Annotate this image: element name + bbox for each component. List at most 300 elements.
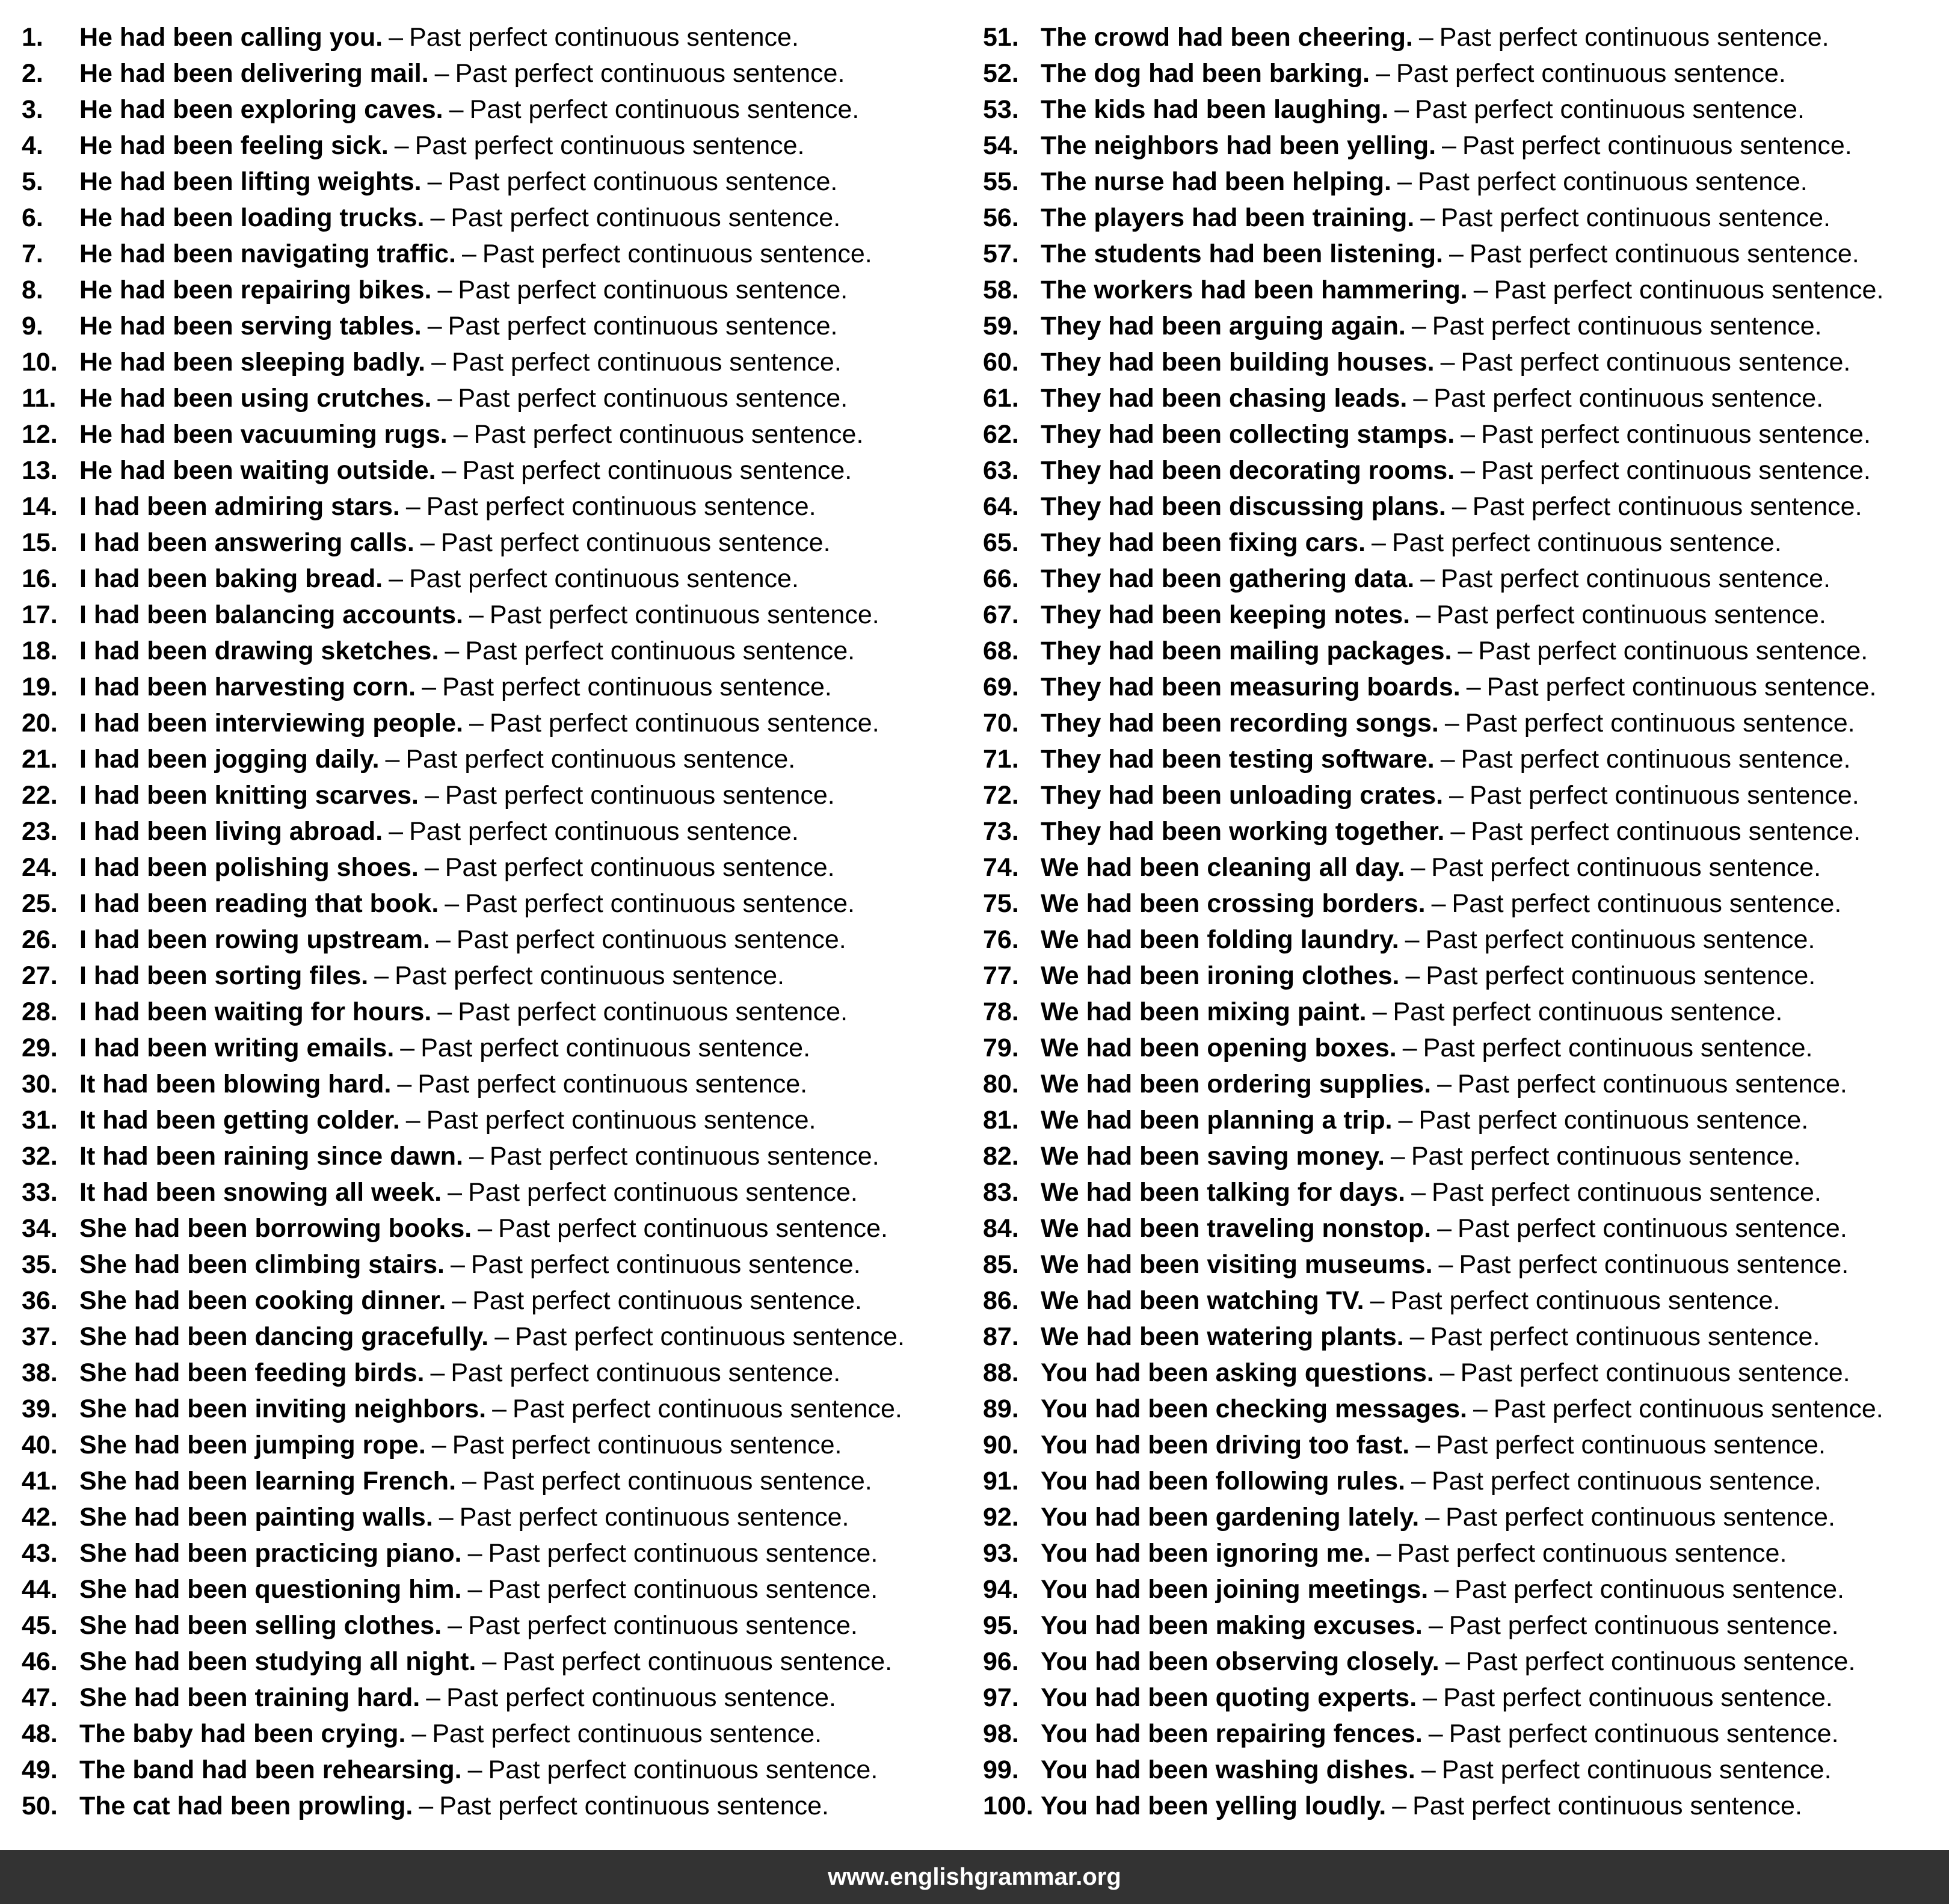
item-number: 9.: [22, 312, 43, 340]
item-number: 53.: [983, 95, 1019, 124]
item-number: 90.: [983, 1431, 1019, 1459]
example-sentence: I had been polishing shoes.: [79, 853, 419, 882]
list-item: [983, 1210, 1939, 1246]
example-sentence: He had been feeling sick.: [79, 131, 389, 160]
example-sentence: It had been snowing all week.: [79, 1178, 442, 1207]
item-number: 37.: [22, 1322, 58, 1351]
left-column: [22, 19, 960, 1824]
item-number: 28.: [22, 997, 58, 1026]
sentence-type-label: Past perfect continuous sentence.: [459, 1503, 849, 1532]
example-sentence: The nurse had been helping.: [1041, 167, 1391, 196]
example-sentence: The kids had been laughing.: [1041, 95, 1389, 124]
separator-dash: –: [1461, 420, 1476, 449]
item-number: 80.: [983, 1070, 1019, 1098]
separator-dash: –: [445, 889, 460, 918]
sentence-type-label: Past perfect continuous sentence.: [432, 1719, 822, 1748]
list-item: [22, 200, 960, 236]
example-sentence: We had been talking for days.: [1041, 1178, 1406, 1207]
example-sentence: The students had been listening.: [1041, 239, 1443, 268]
footer-url: www.englishgrammar.org: [828, 1864, 1121, 1890]
separator-dash: –: [453, 420, 468, 449]
item-number: 99.: [983, 1755, 1019, 1784]
right-column: [983, 19, 1939, 1824]
example-sentence: They had been mailing packages.: [1041, 636, 1452, 665]
example-sentence: You had been ignoring me.: [1041, 1539, 1371, 1568]
item-number: 13.: [22, 456, 58, 485]
sentence-type-label: Past perfect continuous sentence.: [426, 492, 816, 521]
example-sentence: You had been gardening lately.: [1041, 1503, 1420, 1532]
item-number: 68.: [983, 636, 1019, 665]
list-item: [983, 1066, 1939, 1102]
list-item: [22, 777, 960, 813]
sentence-type-label: Past perfect continuous sentence.: [489, 1142, 879, 1171]
separator-dash: –: [431, 348, 446, 377]
example-sentence: We had been saving money.: [1041, 1142, 1385, 1171]
example-sentence: We had been ironing clothes.: [1041, 961, 1400, 990]
list-item: [22, 1788, 960, 1824]
separator-dash: –: [424, 853, 439, 882]
list-item: [22, 1102, 960, 1138]
item-number: 16.: [22, 564, 58, 593]
sentence-type-label: Past perfect continuous sentence.: [451, 203, 841, 232]
list-item: [983, 813, 1939, 849]
separator-dash: –: [1452, 492, 1467, 521]
separator-dash: –: [1402, 1034, 1417, 1062]
item-number: 95.: [983, 1611, 1019, 1640]
example-sentence: He had been delivering mail.: [79, 59, 429, 88]
item-number: 71.: [983, 745, 1019, 774]
separator-dash: –: [1444, 709, 1459, 738]
list-item: [22, 1427, 960, 1463]
list-item: [983, 561, 1939, 597]
item-number: 88.: [983, 1358, 1019, 1387]
example-sentence: He had been navigating traffic.: [79, 239, 456, 268]
list-item: [22, 849, 960, 886]
separator-dash: –: [1431, 889, 1446, 918]
example-sentence: You had been making excuses.: [1041, 1611, 1423, 1640]
list-item: [983, 633, 1939, 669]
separator-dash: –: [1418, 23, 1433, 52]
example-sentence: You had been washing dishes.: [1041, 1755, 1415, 1784]
list-item: [22, 705, 960, 741]
item-number: 32.: [22, 1142, 58, 1171]
list-item: [983, 1174, 1939, 1210]
sentence-type-label: Past perfect continuous sentence.: [426, 1106, 816, 1135]
separator-dash: –: [389, 817, 404, 846]
separator-dash: –: [1415, 1431, 1430, 1459]
example-sentence: You had been repairing fences.: [1041, 1719, 1423, 1748]
list-item: [983, 1535, 1939, 1571]
item-number: 86.: [983, 1286, 1019, 1315]
item-number: 74.: [983, 853, 1019, 882]
example-sentence: I had been sorting files.: [79, 961, 369, 990]
sentence-type-label: Past perfect continuous sentence.: [452, 1431, 842, 1459]
sentence-type-label: Past perfect continuous sentence.: [448, 312, 838, 340]
sentence-type-label: Past perfect continuous sentence.: [1391, 528, 1782, 557]
sentence-type-label: Past perfect continuous sentence.: [468, 1611, 858, 1640]
sentence-type-label: Past perfect continuous sentence.: [451, 1358, 841, 1387]
sentence-type-label: Past perfect continuous sentence.: [1493, 1394, 1883, 1423]
separator-dash: –: [445, 636, 460, 665]
sentence-type-label: Past perfect continuous sentence.: [409, 817, 799, 846]
item-number: 30.: [22, 1070, 58, 1098]
separator-dash: –: [1461, 456, 1476, 485]
separator-dash: –: [434, 59, 449, 88]
example-sentence: They had been fixing cars.: [1041, 528, 1366, 557]
list-item: [22, 597, 960, 633]
item-number: 59.: [983, 312, 1019, 340]
sentence-type-label: Past perfect continuous sentence.: [409, 564, 799, 593]
sentence-type-label: Past perfect continuous sentence.: [458, 384, 848, 413]
item-number: 47.: [22, 1683, 58, 1712]
list-item: [22, 128, 960, 164]
example-sentence: I had been waiting for hours.: [79, 997, 432, 1026]
separator-dash: –: [442, 456, 457, 485]
sentence-type-label: Past perfect continuous sentence.: [1461, 745, 1851, 774]
sentence-type-label: Past perfect continuous sentence.: [1441, 1755, 1832, 1784]
separator-dash: –: [430, 203, 445, 232]
sentence-type-label: Past perfect continuous sentence.: [488, 1575, 878, 1604]
example-sentence: You had been yelling loudly.: [1041, 1792, 1387, 1820]
sentence-type-label: Past perfect continuous sentence.: [1465, 709, 1855, 738]
list-item: [22, 380, 960, 416]
list-item: [22, 1716, 960, 1752]
item-number: 35.: [22, 1250, 58, 1279]
separator-dash: –: [1466, 673, 1481, 701]
separator-dash: –: [462, 1467, 476, 1496]
example-sentence: I had been answering calls.: [79, 528, 414, 557]
separator-dash: –: [1405, 961, 1420, 990]
separator-dash: –: [1473, 276, 1488, 304]
separator-dash: –: [494, 1322, 510, 1351]
example-sentence: They had been testing software.: [1041, 745, 1435, 774]
example-sentence: We had been traveling nonstop.: [1041, 1214, 1432, 1243]
separator-dash: –: [426, 1683, 441, 1712]
sentence-type-label: Past perfect continuous sentence.: [1425, 925, 1815, 954]
list-item: [22, 1680, 960, 1716]
sentence-type-label: Past perfect continuous sentence.: [1397, 1539, 1787, 1568]
example-sentence: He had been using crutches.: [79, 384, 432, 413]
separator-dash: –: [1425, 1503, 1440, 1532]
item-number: 96.: [983, 1647, 1019, 1676]
separator-dash: –: [1398, 1106, 1413, 1135]
example-sentence: She had been jumping rope.: [79, 1431, 426, 1459]
sentence-type-label: Past perfect continuous sentence.: [1455, 1575, 1844, 1604]
item-number: 25.: [22, 889, 58, 918]
separator-dash: –: [1450, 817, 1465, 846]
list-item: [983, 91, 1939, 128]
separator-dash: –: [431, 1431, 446, 1459]
item-number: 12.: [22, 420, 58, 449]
item-number: 46.: [22, 1647, 58, 1676]
item-number: 24.: [22, 853, 58, 882]
list-item: [22, 91, 960, 128]
sentence-type-label: Past perfect continuous sentence.: [442, 673, 832, 701]
list-item: [983, 1030, 1939, 1066]
sentence-type-label: Past perfect continuous sentence.: [1458, 1070, 1847, 1098]
list-item: [22, 452, 960, 488]
separator-dash: –: [1438, 1250, 1453, 1279]
list-item: [983, 308, 1939, 344]
separator-dash: –: [400, 1034, 415, 1062]
example-sentence: He had been repairing bikes.: [79, 276, 432, 304]
sentence-type-label: Past perfect continuous sentence.: [465, 636, 855, 665]
item-number: 4.: [22, 131, 43, 160]
item-number: 20.: [22, 709, 58, 738]
list-item: [983, 1499, 1939, 1535]
separator-dash: –: [1439, 1358, 1455, 1387]
sentence-type-label: Past perfect continuous sentence.: [1439, 23, 1829, 52]
example-sentence: We had been mixing paint.: [1041, 997, 1367, 1026]
sentence-type-label: Past perfect continuous sentence.: [420, 1034, 811, 1062]
list-item: [22, 1535, 960, 1571]
list-item: [22, 1355, 960, 1391]
separator-dash: –: [1392, 1792, 1407, 1820]
separator-dash: –: [374, 961, 389, 990]
item-number: 83.: [983, 1178, 1019, 1207]
example-sentence: The baby had been crying.: [79, 1719, 406, 1748]
list-item: [983, 741, 1939, 777]
list-item: [983, 1138, 1939, 1174]
sentence-type-label: Past perfect continuous sentence.: [1396, 59, 1786, 88]
sentence-type-label: Past perfect continuous sentence.: [1461, 348, 1851, 377]
separator-dash: –: [411, 1719, 426, 1748]
separator-dash: –: [449, 95, 464, 124]
list-item: [22, 1030, 960, 1066]
separator-dash: –: [397, 1070, 412, 1098]
list-item: [22, 1066, 960, 1102]
item-number: 51.: [983, 23, 1019, 52]
example-sentence: They had been working together.: [1041, 817, 1445, 846]
separator-dash: –: [1405, 925, 1420, 954]
item-number: 63.: [983, 456, 1019, 485]
separator-dash: –: [1372, 528, 1386, 557]
sentence-type-label: Past perfect continuous sentence.: [1449, 1719, 1839, 1748]
separator-dash: –: [1411, 853, 1426, 882]
item-number: 92.: [983, 1503, 1019, 1532]
separator-dash: –: [1376, 1539, 1391, 1568]
item-number: 39.: [22, 1394, 58, 1423]
list-item: [983, 128, 1939, 164]
separator-dash: –: [427, 312, 442, 340]
example-sentence: He had been loading trucks.: [79, 203, 425, 232]
example-sentence: You had been quoting experts.: [1041, 1683, 1417, 1712]
sentence-type-label: Past perfect continuous sentence.: [1436, 1431, 1826, 1459]
item-number: 2.: [22, 59, 43, 88]
separator-dash: –: [462, 239, 476, 268]
separator-dash: –: [389, 23, 404, 52]
item-number: 49.: [22, 1755, 58, 1784]
item-number: 26.: [22, 925, 58, 954]
list-item: [22, 561, 960, 597]
list-item: [983, 452, 1939, 488]
sentence-type-label: Past perfect continuous sentence.: [1449, 1611, 1839, 1640]
example-sentence: We had been folding laundry.: [1041, 925, 1399, 954]
sentence-type-label: Past perfect continuous sentence.: [1460, 1358, 1850, 1387]
item-number: 5.: [22, 167, 43, 196]
list-item: [22, 344, 960, 380]
example-sentence: The crowd had been cheering.: [1041, 23, 1413, 52]
separator-dash: –: [424, 781, 439, 810]
list-item: [22, 633, 960, 669]
sentence-type-label: Past perfect continuous sentence.: [1411, 1142, 1801, 1171]
separator-dash: –: [1449, 239, 1464, 268]
example-sentence: She had been practicing piano.: [79, 1539, 462, 1568]
item-number: 6.: [22, 203, 43, 232]
list-item: [22, 1246, 960, 1283]
separator-dash: –: [467, 1575, 482, 1604]
separator-dash: –: [469, 1142, 484, 1171]
sentence-type-label: Past perfect continuous sentence.: [1432, 1178, 1821, 1207]
separator-dash: –: [1473, 1394, 1488, 1423]
item-number: 75.: [983, 889, 1019, 918]
list-item: [22, 1607, 960, 1644]
item-number: 73.: [983, 817, 1019, 846]
sentence-type-label: Past perfect continuous sentence.: [502, 1647, 893, 1676]
item-number: 17.: [22, 600, 58, 629]
item-number: 40.: [22, 1431, 58, 1459]
sentence-type-label: Past perfect continuous sentence.: [482, 1467, 872, 1496]
separator-dash: –: [482, 1647, 497, 1676]
sentence-type-label: Past perfect continuous sentence.: [1431, 853, 1821, 882]
list-item: [983, 1246, 1939, 1283]
example-sentence: I had been writing emails.: [79, 1034, 395, 1062]
list-item: [983, 886, 1939, 922]
sentence-type-label: Past perfect continuous sentence.: [488, 1755, 878, 1784]
sentence-type-label: Past perfect continuous sentence.: [1452, 889, 1842, 918]
sentence-type-label: Past perfect continuous sentence.: [1431, 1467, 1821, 1496]
sentence-type-label: Past perfect continuous sentence.: [456, 925, 846, 954]
list-item: [983, 1355, 1939, 1391]
list-item: [983, 1571, 1939, 1607]
separator-dash: –: [1411, 1467, 1426, 1496]
item-number: 82.: [983, 1142, 1019, 1171]
item-number: 55.: [983, 167, 1019, 196]
item-number: 43.: [22, 1539, 58, 1568]
item-number: 10.: [22, 348, 58, 377]
list-item: [22, 886, 960, 922]
list-item: [983, 380, 1939, 416]
list-item: [22, 1283, 960, 1319]
example-sentence: It had been getting colder.: [79, 1106, 400, 1135]
sentence-type-label: Past perfect continuous sentence.: [458, 997, 848, 1026]
separator-dash: –: [1428, 1611, 1443, 1640]
item-number: 97.: [983, 1683, 1019, 1712]
separator-dash: –: [467, 1755, 482, 1784]
item-number: 29.: [22, 1034, 58, 1062]
separator-dash: –: [1394, 95, 1409, 124]
sentence-type-label: Past perfect continuous sentence.: [414, 131, 805, 160]
item-number: 50.: [22, 1792, 58, 1820]
list-item: [22, 164, 960, 200]
sentence-type-label: Past perfect continuous sentence.: [455, 59, 845, 88]
separator-dash: –: [478, 1214, 493, 1243]
separator-dash: –: [385, 745, 400, 774]
separator-dash: –: [1458, 636, 1473, 665]
list-item: [22, 416, 960, 452]
list-item: [22, 1571, 960, 1607]
list-item: [22, 55, 960, 91]
item-number: 61.: [983, 384, 1019, 413]
example-sentence: They had been recording songs.: [1041, 709, 1439, 738]
sentence-type-label: Past perfect continuous sentence.: [489, 709, 879, 738]
example-sentence: We had been crossing borders.: [1041, 889, 1426, 918]
item-number: 98.: [983, 1719, 1019, 1748]
separator-dash: –: [1442, 131, 1456, 160]
item-number: 33.: [22, 1178, 58, 1207]
list-item: [983, 55, 1939, 91]
example-sentence: We had been watching TV.: [1041, 1286, 1364, 1315]
item-number: 78.: [983, 997, 1019, 1026]
example-sentence: I had been harvesting corn.: [79, 673, 416, 701]
sentence-type-label: Past perfect continuous sentence.: [473, 420, 864, 449]
separator-dash: –: [1420, 564, 1435, 593]
example-sentence: We had been ordering supplies.: [1041, 1070, 1432, 1098]
sentence-type-label: Past perfect continuous sentence.: [1433, 384, 1824, 413]
separator-dash: –: [467, 1539, 482, 1568]
example-sentence: We had been planning a trip.: [1041, 1106, 1393, 1135]
item-number: 44.: [22, 1575, 58, 1604]
list-item: [983, 236, 1939, 272]
sentence-type-label: Past perfect continuous sentence.: [395, 961, 784, 990]
item-number: 21.: [22, 745, 58, 774]
separator-dash: –: [1445, 1647, 1460, 1676]
list-item: [22, 1210, 960, 1246]
item-number: 8.: [22, 276, 43, 304]
sentence-type-label: Past perfect continuous sentence.: [472, 1286, 862, 1315]
item-number: 81.: [983, 1106, 1019, 1135]
list-item: [983, 1102, 1939, 1138]
example-sentence: The band had been rehearsing.: [79, 1755, 462, 1784]
sentence-type-label: Past perfect continuous sentence.: [1486, 673, 1877, 701]
separator-dash: –: [427, 167, 442, 196]
separator-dash: –: [1449, 781, 1464, 810]
list-item: [22, 1463, 960, 1499]
sentence-type-label: Past perfect continuous sentence.: [1417, 167, 1808, 196]
sentence-type-label: Past perfect continuous sentence.: [1393, 997, 1783, 1026]
list-item: [983, 705, 1939, 741]
separator-dash: –: [436, 925, 451, 954]
item-number: 93.: [983, 1539, 1019, 1568]
separator-dash: –: [1434, 1575, 1449, 1604]
item-number: 11.: [22, 384, 57, 413]
example-sentence: We had been opening boxes.: [1041, 1034, 1397, 1062]
item-number: 34.: [22, 1214, 58, 1243]
list-item: [22, 958, 960, 994]
item-number: 54.: [983, 131, 1019, 160]
example-sentence: She had been dancing gracefully.: [79, 1322, 489, 1351]
list-item: [983, 1391, 1939, 1427]
example-sentence: It had been blowing hard.: [79, 1070, 392, 1098]
example-sentence: I had been knitting scarves.: [79, 781, 419, 810]
item-number: 52.: [983, 59, 1019, 88]
item-number: 77.: [983, 961, 1019, 990]
list-item: [983, 1644, 1939, 1680]
separator-dash: –: [1437, 1214, 1452, 1243]
sentence-type-label: Past perfect continuous sentence.: [470, 1250, 861, 1279]
sentence-type-label: Past perfect continuous sentence.: [1430, 1322, 1820, 1351]
example-sentence: She had been learning French.: [79, 1467, 457, 1496]
item-number: 79.: [983, 1034, 1019, 1062]
example-sentence: She had been selling clothes.: [79, 1611, 442, 1640]
list-item: [983, 19, 1939, 55]
example-sentence: You had been following rules.: [1041, 1467, 1406, 1496]
separator-dash: –: [1409, 1322, 1424, 1351]
sentence-type-label: Past perfect continuous sentence.: [1472, 492, 1862, 521]
example-sentence: They had been keeping notes.: [1041, 600, 1411, 629]
sentence-type-label: Past perfect continuous sentence.: [445, 781, 835, 810]
sentence-type-label: Past perfect continuous sentence.: [1418, 1106, 1809, 1135]
